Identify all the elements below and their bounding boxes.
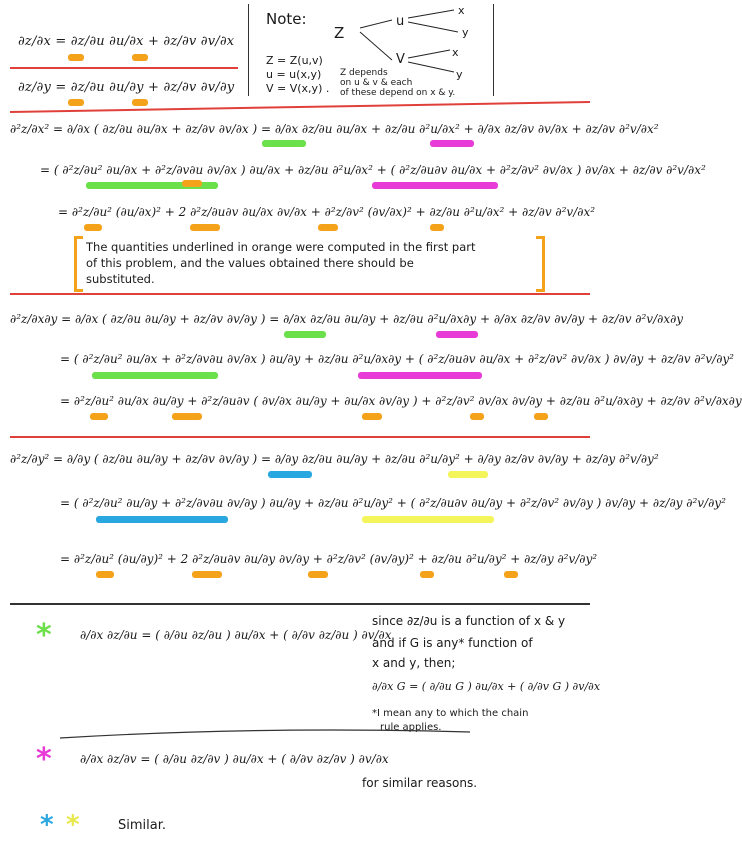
orange-underline [132, 99, 148, 106]
orange-underline [420, 571, 434, 578]
xy-line-1: ∂²z/∂x∂y = ∂/∂x ( ∂z/∂u ∂u/∂y + ∂z/∂v ∂v/∂y ) = ∂/∂x ∂z/∂u ∂u/∂y + ∂z/∂u ∂²u/∂x∂y + ∂/∂x ∂z/∂v ∂v/∂y + ∂z/∂v ∂²v/∂x∂y [10, 312, 684, 326]
remark-line-2: of this problem, and the values obtained there should be [86, 256, 414, 270]
orange-underline [68, 54, 84, 61]
xx-line-2: = ( ∂²z/∂u² ∂u/∂x + ∂²z/∂v∂u ∂v/∂x ) ∂u/∂x + ∂z/∂u ∂²u/∂x² + ( ∂²z/∂u∂v ∂u/∂x + ∂²z/∂v² ∂v/∂x ) ∂v/∂x + ∂z/∂v ∂²v/∂x² [40, 163, 706, 177]
orange-underline [470, 413, 484, 420]
orange-underline [84, 224, 102, 231]
orange-underline [182, 180, 202, 187]
green-underline [284, 331, 326, 338]
note-def-v: V = V(x,y) . [266, 82, 330, 95]
blue-underline [96, 516, 228, 523]
orange-underline [96, 571, 114, 578]
xy-line-3: = ∂²z/∂u² ∂u/∂x ∂u/∂y + ∂²z/∂u∂v ( ∂v/∂x ∂u/∂y + ∂u/∂x ∂v/∂y ) + ∂²z/∂v² ∂v/∂x ∂v/∂y + ∂z/∂u ∂²u/∂x∂y + ∂z/∂v ∂²v/∂x∂y [60, 394, 742, 408]
section-divider [10, 436, 590, 438]
orange-underline [308, 571, 328, 578]
yy-line-3: = ∂²z/∂u² (∂u/∂y)² + 2 ∂²z/∂u∂v ∂u/∂y ∂v/∂y + ∂²z/∂v² (∂v/∂y)² + ∂z/∂u ∂²u/∂y² + ∂z/∂y ∂²v/∂y² [60, 552, 598, 566]
since-line-1: since ∂z/∂u is a function of x & y [372, 614, 566, 628]
yellow-underline [362, 516, 494, 523]
orange-underline [192, 571, 222, 578]
remark-line-3: substituted. [86, 272, 155, 286]
section-divider [10, 67, 238, 69]
note-def-z: Z = Z(u,v) [266, 54, 323, 67]
magenta-star-icon: * [36, 742, 52, 777]
note-v: V [396, 52, 405, 67]
separator-curve [60, 726, 480, 742]
note-depends-2: on u & v & each [340, 78, 413, 88]
first-derivative-x: ∂z/∂x = ∂z/∂u ∂u/∂x + ∂z/∂v ∂v/∂x [18, 34, 235, 49]
xx-line-1: ∂²z/∂x² = ∂/∂x ( ∂z/∂u ∂u/∂x + ∂z/∂v ∂v/∂x ) = ∂/∂x ∂z/∂u ∂u/∂x + ∂z/∂u ∂²u/∂x² + ∂/∂x ∂z/∂v ∂v/∂x + ∂z/∂v ∂²v/∂x² [10, 122, 659, 136]
since-line-3: x and y, then; [372, 656, 456, 670]
note-depends-1: Z depends [340, 68, 388, 78]
green-star-equation: ∂/∂x ∂z/∂u = ( ∂/∂u ∂z/∂u ) ∂u/∂x + ( ∂/∂v ∂z/∂u ) ∂v/∂x [80, 628, 392, 642]
orange-underline [68, 99, 84, 106]
note-u: u [396, 14, 405, 29]
yy-line-1: ∂²z/∂y² = ∂/∂y ( ∂z/∂u ∂u/∂y + ∂z/∂v ∂v/∂y ) = ∂/∂y ∂z/∂u ∂u/∂y + ∂z/∂u ∂²u/∂y² + ∂/∂y ∂z/∂v ∂v/∂y + ∂z/∂y ∂²v/∂y² [10, 452, 659, 466]
note-x1: x [458, 4, 465, 17]
magenta-underline [372, 182, 498, 189]
note-title: Note: [266, 10, 307, 28]
first-derivative-y: ∂z/∂y = ∂z/∂u ∂u/∂y + ∂z/∂v ∂v/∂y [18, 80, 235, 95]
orange-underline [132, 54, 148, 61]
section-divider [10, 101, 590, 113]
remark-bracket-right [536, 236, 545, 292]
yy-line-2: = ( ∂²z/∂u² ∂u/∂y + ∂²z/∂v∂u ∂v/∂y ) ∂u/∂y + ∂z/∂u ∂²u/∂y² + ( ∂²z/∂u∂v ∂u/∂y + ∂²z/∂v² ∂v/∂y ) ∂v/∂y + ∂z/∂y ∂²v/∂y² [60, 496, 726, 510]
since-line-2: and if G is any* function of [372, 636, 533, 650]
orange-underline [534, 413, 548, 420]
similar-reasons-note: for similar reasons. [362, 776, 478, 790]
yellow-star-icon: * [66, 810, 80, 840]
orange-underline [504, 571, 518, 578]
any-note-1: *I mean any to which the chain [372, 708, 529, 719]
magenta-underline [436, 331, 478, 338]
note-y1: y [462, 26, 469, 39]
green-underline [262, 140, 306, 147]
green-star-icon: * [36, 618, 52, 653]
note-y2: y [456, 68, 463, 81]
remark-bracket-left [74, 236, 83, 292]
orange-underline [430, 224, 444, 231]
blue-underline [268, 471, 312, 478]
section-divider [10, 603, 590, 605]
similar-note: Similar. [118, 818, 167, 833]
since-equation: ∂/∂x G = ( ∂/∂u G ) ∂u/∂x + ( ∂/∂v G ) ∂v/∂x [372, 680, 601, 693]
orange-underline [318, 224, 338, 231]
xy-line-2: = ( ∂²z/∂u² ∂u/∂x + ∂²z/∂v∂u ∂v/∂x ) ∂u/∂y + ∂z/∂u ∂²u/∂x∂y + ( ∂²z/∂u∂v ∂u/∂x + ∂²z/∂v² ∂v/∂x ) ∂v/∂y + ∂z/∂v ∂²v/∂y² [60, 352, 734, 366]
yellow-underline [448, 471, 488, 478]
orange-underline [362, 413, 382, 420]
magenta-star-equation: ∂/∂x ∂z/∂v = ( ∂/∂u ∂z/∂v ) ∂u/∂x + ( ∂/∂v ∂z/∂v ) ∂v/∂x [80, 752, 389, 766]
note-x2: x [452, 46, 459, 59]
note-def-u: u = u(x,y) [266, 68, 322, 81]
remark-line-1: The quantities underlined in orange were computed in the first part [86, 240, 476, 254]
xx-line-3: = ∂²z/∂u² (∂u/∂x)² + 2 ∂²z/∂u∂v ∂u/∂x ∂v/∂x + ∂²z/∂v² (∂v/∂x)² + ∂z/∂u ∂²u/∂x² + ∂z/∂v ∂²v/∂x² [58, 205, 596, 219]
blue-star-icon: * [40, 810, 54, 840]
note-depends-3: of these depend on x & y. [340, 88, 456, 98]
magenta-underline [358, 372, 482, 379]
section-divider [10, 293, 590, 295]
magenta-underline [430, 140, 474, 147]
orange-underline [90, 413, 108, 420]
any-note-2: rule applies. [380, 722, 442, 733]
note-z: Z [334, 24, 345, 42]
green-underline [92, 372, 218, 379]
orange-underline [172, 413, 202, 420]
orange-underline [190, 224, 220, 231]
